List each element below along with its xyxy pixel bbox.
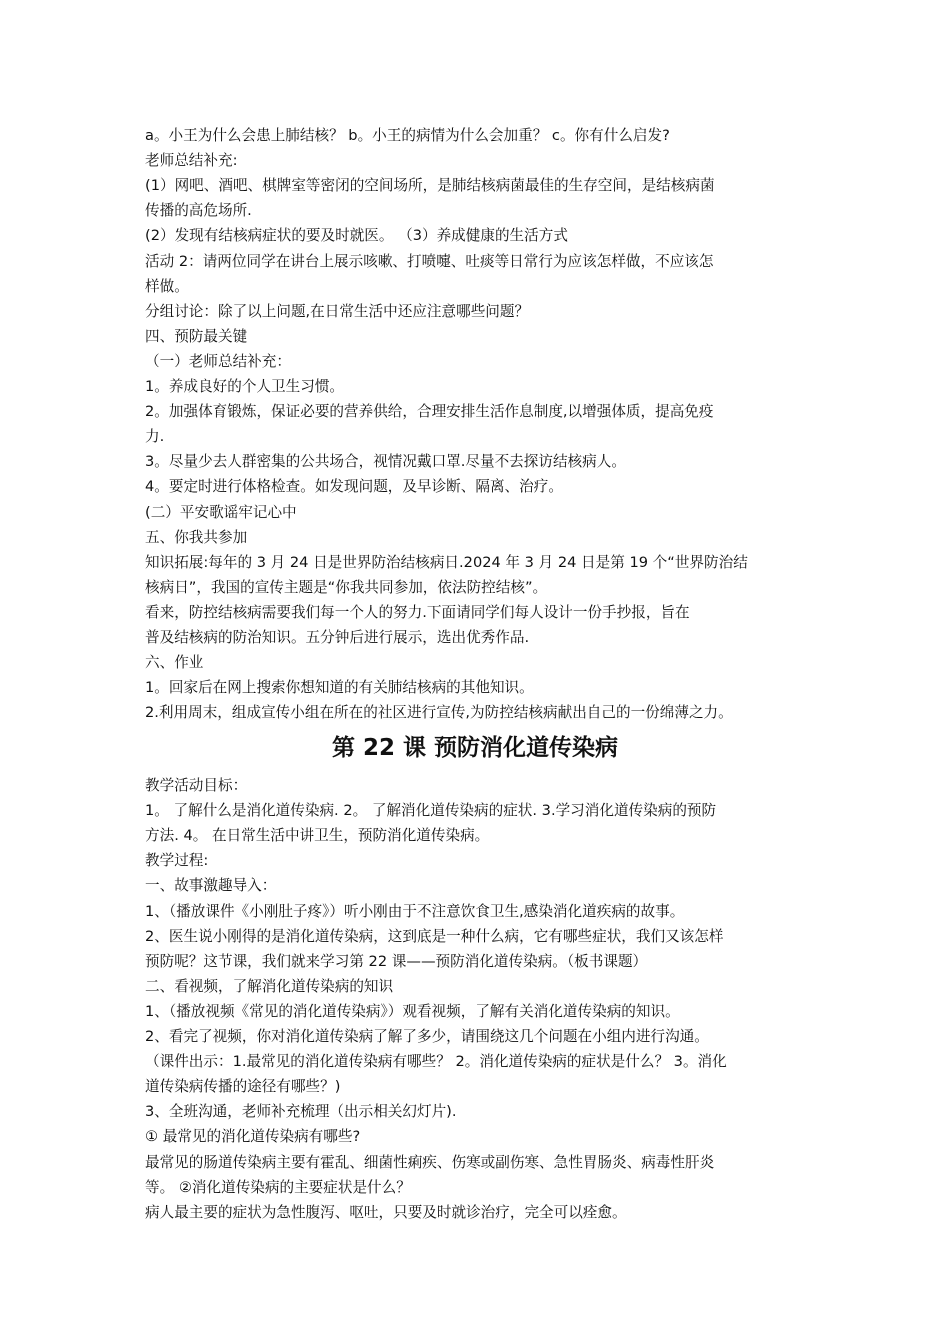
text-line-17: 五、你我共参加 — [145, 528, 248, 546]
text-line-8: 分组讨论：除了以上问题,在日常生活中还应注意哪些问题？ — [145, 302, 530, 320]
lesson-text-line-18: 病人最主要的症状为急性腹泻、呕吐，只要及时就诊治疗，完全可以痊愈。 — [145, 1203, 627, 1221]
text-line-24: 2.利用周末，组成宣传小组在所在的社区进行宣传,为防控结核病献出自己的一份绵薄之力。 — [145, 704, 733, 722]
text-line-11: 1。养成良好的个人卫生习惯。 — [145, 378, 345, 395]
lesson-text-line-15: ① 最常见的消化道传染病有哪些? — [145, 1128, 361, 1146]
text-line-20: 看来，防控结核病需要我们每一个人的努力.下面请同学们每人设计一份手抄报，旨在 — [145, 603, 690, 621]
text-line-12: 2。加强体育锻炼，保证必要的营养供给，合理安排生活作息制度,以增强体质，提高免疫 — [145, 403, 714, 421]
text-line-23: 1。回家后在网上搜索你想知道的有关肺结核病的其他知识。 — [145, 679, 534, 697]
lesson-text-line-5: 一、故事激趣导入： — [145, 877, 277, 895]
lesson-text-line-13: 道传染病传播的途径有哪些？) — [145, 1078, 341, 1096]
lesson-text-line-11: 2、看完了视频，你对消化道传染病了解了多少，请围绕这几个问题在小组内进行沟通。 — [145, 1028, 709, 1045]
lesson-text-line-12: （课件出示：1.最常见的消化道传染病有哪些？ 2。消化道传染病的症状是什么？ 3。消化 — [145, 1053, 727, 1071]
lesson-title: 第 22 课 预防消化道传染病 — [331, 735, 619, 761]
text-line-9: 四、预防最关键 — [145, 327, 248, 345]
lesson-text-line-6: 1、（播放课件《小刚肚子疼》）听小刚由于不注意饮食卫生,感染消化道疾病的故事。 — [145, 902, 685, 920]
lesson-text-line-14: 3、全班沟通，老师补充梳理（出示相关幻灯片). — [145, 1103, 457, 1121]
text-line-1: a。小王为什么会患上肺结核？ b。小王的病情为什么会加重？ c。你有什么启发? — [145, 127, 670, 144]
lesson-text-line-4: 教学过程: — [145, 852, 209, 870]
text-line-6: 活动 2：请两位同学在讲台上展示咳嗽、打喷嚏、吐痰等日常行为应该怎样做，不应该怎 — [145, 252, 714, 270]
text-line-13: 力. — [145, 428, 165, 446]
lesson-text-line-3: 方法. 4。 在日常生活中讲卫生，预防消化道传染病。 — [145, 827, 490, 845]
text-line-16: (二）平安歌谣牢记心中 — [145, 503, 297, 521]
lesson-text-line-1: 教学活动目标： — [145, 777, 248, 794]
lesson-text-line-10: 1、（播放视频《常见的消化道传染病》）观看视频，了解有关消化道传染病的知识。 — [145, 1002, 680, 1020]
text-line-18: 知识拓展:每年的 3 月 24 日是世界防治结核病日.2024 年 3 月 24 日是第 19 个“世界防治结 — [145, 553, 748, 571]
text-line-3: (1）网吧、酒吧、棋牌室等密闭的空间场所，是肺结核病菌最佳的生存空间，是结核病菌 — [145, 177, 715, 195]
lesson-text-line-8: 预防呢？这节课，我们就来学习第 22 课——预防消化道传染病。（板书课题） — [145, 952, 648, 970]
lesson-text-line-17: 等。 ②消化道传染病的主要症状是什么？ — [145, 1178, 411, 1196]
text-line-7: 样做。 — [145, 277, 189, 295]
text-line-10: （一）老师总结补充： — [145, 352, 291, 370]
text-line-2: 老师总结补充: — [145, 152, 238, 170]
lesson-text-line-9: 二、看视频，了解消化道传染病的知识 — [145, 977, 394, 995]
text-line-15: 4。要定时进行体格检查。如发现问题，及早诊断、隔离、治疗。 — [145, 478, 563, 496]
text-line-21: 普及结核病的防治知识。五分钟后进行展示，选出优秀作品. — [145, 629, 530, 646]
text-line-5: (2）发现有结核病症状的要及时就医。 （3）养成健康的生活方式 — [145, 227, 568, 245]
lesson-text-line-16: 最常见的肠道传染病主要有霍乱、细菌性痢疾、伤寒或副伤寒、急性胃肠炎、病毒性肝炎 — [145, 1153, 715, 1171]
text-line-14: 3。尽量少去人群密集的公共场合，视情况戴口罩.尽量不去探访结核病人。 — [145, 453, 626, 471]
text-line-19: 核病日”，我国的宣传主题是“你我共同参加，依法防控结核”。 — [145, 578, 548, 596]
lesson-text-line-2: 1。 了解什么是消化道传染病. 2。 了解消化道传染病的症状. 3.学习消化道传染病的预防 — [145, 802, 717, 820]
lesson-text-line-7: 2、医生说小刚得的是消化道传染病，这到底是一种什么病，它有哪些症状，我们又该怎样 — [145, 927, 724, 945]
text-line-22: 六、作业 — [145, 654, 204, 672]
text-line-4: 传播的高危场所. — [145, 202, 252, 220]
